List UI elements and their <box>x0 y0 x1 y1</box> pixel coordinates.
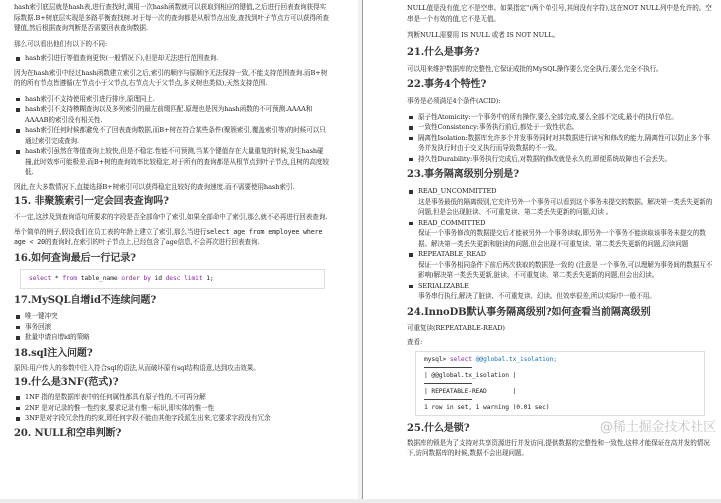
code-line: | @@global.tx_isolation | <box>424 371 517 379</box>
code-token: mysql> <box>424 355 450 363</box>
list-item: 批量申请自增id的策略 <box>14 332 332 343</box>
code-token: limit <box>184 274 203 282</box>
list-item: 事务回滚 <box>14 322 332 333</box>
table-border <box>424 399 472 400</box>
heading-25-row <box>407 420 716 435</box>
list-item: hash索引不支持使用索引进行排序,原理同上. <box>14 94 332 105</box>
heading-24: 24.InnoDB默认事务隔离级别?如何查看当前隔离级别 <box>407 306 651 318</box>
left-page <box>0 0 358 503</box>
paragraph <box>14 227 332 248</box>
heading-15: 15. 非聚簇索引一定会回表查询吗? <box>14 196 169 207</box>
level-name: REPEATABLE_READ <box>418 250 486 258</box>
paragraph: 因为在hash索引中经过hash函数建立索引之后,索引的顺序与原顺序无法保持一致,不能支持范围查询.而B+树的的所有节点皆遵循(左节点小于父节点,右节点大于父节点,多叉树也类似),天然支持范围. <box>14 68 328 87</box>
list-item: 3NF是对字段冗余性的约束,即任何字段不能由其他字段派生出来,它要求字段没有冗余 <box>14 413 332 424</box>
code-token: 1; <box>202 274 214 282</box>
code-token: select <box>449 355 472 363</box>
level-name: READ_UNCOMMITTED <box>418 187 497 195</box>
list-item: hash索引任何时候都避免不了回表查询数据,而B+树在符合某些条件(聚簇索引,覆盖索引等)的时候可以只通过索引完成查询. <box>14 125 332 146</box>
paragraph: 那么可以看出他们有以下的不同: <box>14 39 108 48</box>
text: 举个简单的例子,假设我们在员工表的年龄上建立了索引,那么当进行 <box>14 227 207 236</box>
level-name: READ_COMMITTED <box>418 218 486 227</box>
paragraph: 可以用来维护数据库的完整性,它保证成批的MySQL操作要么完全执行,要么完全不执行。 <box>407 64 663 73</box>
bullet-list <box>14 53 332 64</box>
list-item: hash索引虽然在等值查询上较快,但是不稳定.性能不可预测,当某个键值存在大量重复的时候,发生hash碰撞,此时效率可能极差.而B+树的查询效率比较稳定,对于所有的查询都是从根节点到叶子节点,且树的高度较低. <box>14 146 332 178</box>
list-item: hash索引不支持模糊查询以及多列索引的最左前缀匹配.原理也是因为hash函数的不可预测.AAAA和AAAAB的索引没有相关性. <box>14 104 332 125</box>
list-item <box>407 186 716 218</box>
list-item: hash索引进行等值查询更快(一般情况下),但是却无法进行范围查询. <box>14 53 332 64</box>
bullet-list <box>407 112 716 165</box>
bullet-list <box>14 392 332 424</box>
list-item: 2NF 是对记录的惟一性约束,要求记录有惟一标识,即实体的惟一性 <box>14 403 332 414</box>
code-token: table_name <box>77 274 122 282</box>
heading-16: 16.如何查询最后一行记录? <box>14 252 136 264</box>
heading-18: 18.sql注入问题? <box>14 347 93 359</box>
code-line: 1 row in set, 1 warning (0.01 sec) <box>424 403 550 411</box>
level-desc: 保证一个事务相同条件下前后两次获取的数据是一致的 (注意是 一个事务,可以理解为事务间的数据互不影响)解决第一类丢失更新,脏读、不可重复读、第二类丢失更新的问题,但会出幻读。 <box>418 260 713 279</box>
list-item: 一致性Consistency:事务执行前后,都处于一致性状态。 <box>407 122 716 133</box>
list-item: 唯一键冲突 <box>14 311 332 322</box>
paragraph: 事务是必须满足4个条件(ACID): <box>407 97 501 105</box>
list-item <box>407 249 716 281</box>
list-item: 持久性Durability:事务执行完成后,对数据的修改就是永久的,即便系统故障也不会丢失。 <box>407 154 716 165</box>
right-page <box>362 0 721 503</box>
list-item <box>407 218 716 250</box>
list-item <box>407 281 716 302</box>
code-block <box>20 269 325 290</box>
paragraph: NULL值是没有值,它不是空串。如果指定''(两个单引号,其间没有字符),这在NOT NULL列中是允许的。空串是一个有效的值,它不是无值。 <box>407 4 712 23</box>
paragraph: 不一定,这涉及到查询语句所要求的字段是否全部命中了索引,如果全部命中了索引,那么就不必再进行回表查询. <box>14 213 328 221</box>
heading-17: 17.MySQL自增id不连续问题? <box>14 295 157 306</box>
heading-23: 23.事务隔离级别分别是? <box>407 169 519 180</box>
paragraph: 数据库的锁是为了支持对共享资源进行并发访问,提供数据的完整性和一致性,这样才能保证在高并发的情况下,访问数据库的时候,数据不会出现问题。 <box>407 438 710 457</box>
inline-code: select age from employee where age < 20 <box>14 227 323 246</box>
table-border <box>424 383 472 384</box>
bullet-list <box>14 94 332 178</box>
table-border <box>424 367 472 368</box>
level-desc: 事务串行执行,解决了脏读、不可重复读、幻读。但效率很差,所以实际中一般不用。 <box>418 292 656 300</box>
page-bottom-edge <box>0 499 721 503</box>
paragraph: 原因:用户传入的参数中注入符合sql的语法,从而破坏原有sql结构语意,达到攻击效果。 <box>14 363 260 372</box>
text: 的查询时,在索引的叶子节点上,已经包含了age信息,不会再次进行回表查询. <box>44 238 260 246</box>
level-desc: 保证一个事务修改的数据提交后才能被另外一个事务读取,即另外一个事务不能读取该事务未提交的数据。解决第一类丢失更新和脏读的问题,但会出现不可重复读、第二类丢失更新的问题,幻读问题 <box>418 229 706 248</box>
list-item: 原子性Atomicity:一个事务中的所有操作,要么全部完成,要么全部不完成,最小的执行单位。 <box>407 112 716 123</box>
code-token: * <box>51 274 63 282</box>
code-token: from <box>62 274 77 282</box>
heading-22: 22.事务4个特性? <box>407 79 487 90</box>
heading-19: 19.什么是3NF(范式)? <box>14 377 119 388</box>
list-item: 1NF 指的是数据库表中的任何属性都具有原子性的,不可再分解 <box>14 392 332 403</box>
paragraph: 可重复读(REPEATABLE-READ) <box>407 323 505 332</box>
code-token: select <box>29 274 52 282</box>
code-token: @@global.tx_isolation; <box>472 355 557 363</box>
heading-25: 25.什么是锁? <box>407 422 470 434</box>
isolation-level-list <box>407 186 716 302</box>
code-block <box>415 351 705 416</box>
heading-21: 21.什么是事务? <box>407 46 480 58</box>
code-line <box>424 355 696 364</box>
code-line: | REPEATABLE-READ | <box>424 387 517 395</box>
level-name: SERIALIZABLE <box>418 281 469 290</box>
watermark: @稀土掘金技术社区 <box>599 419 716 435</box>
list-item: 隔离性Isolation:数据库允许多个并发事务同时对其数据进行读写和修改的能力,隔离性可以防止多个事务并发执行时由于交叉执行而导致数据的不一致。 <box>407 133 716 154</box>
code-token: desc <box>165 274 181 282</box>
bullet-list <box>14 311 332 343</box>
paragraph: hash索引底层就是hash表,进行查找时,调用一次hash函数就可以获取到相应的键值,之后进行回表查询获得实际数据.B+树底层实现是多路平衡查找树.对于每一次的查询都是从根节点出发,查找到叶子节点方可以获得所查键值,然后根据查询判断是否需要回表查询数据. <box>14 3 329 32</box>
paragraph: 因此,在大多数情况下,直接选择B+树索引可以获得稳定且较好的查询速度.而不需要使用hash索引. <box>14 182 295 191</box>
paragraph: 查看: <box>407 338 423 346</box>
heading-20: 20. NULL和空串判断? <box>14 427 122 439</box>
code-token: id <box>150 274 166 282</box>
level-desc: 这是事务最低的隔离级别,它充许另外一个事务可以看到这个事务未提交的数据。解决第一类丢失更新的问题,但是会出现脏读、不可重复读、第二类丢失更新的问题,幻读 。 <box>418 197 713 216</box>
code-token: order by <box>121 274 151 282</box>
paragraph: 判断NULL需要用 IS NULL 或者 IS NOT NULL。 <box>407 31 560 39</box>
